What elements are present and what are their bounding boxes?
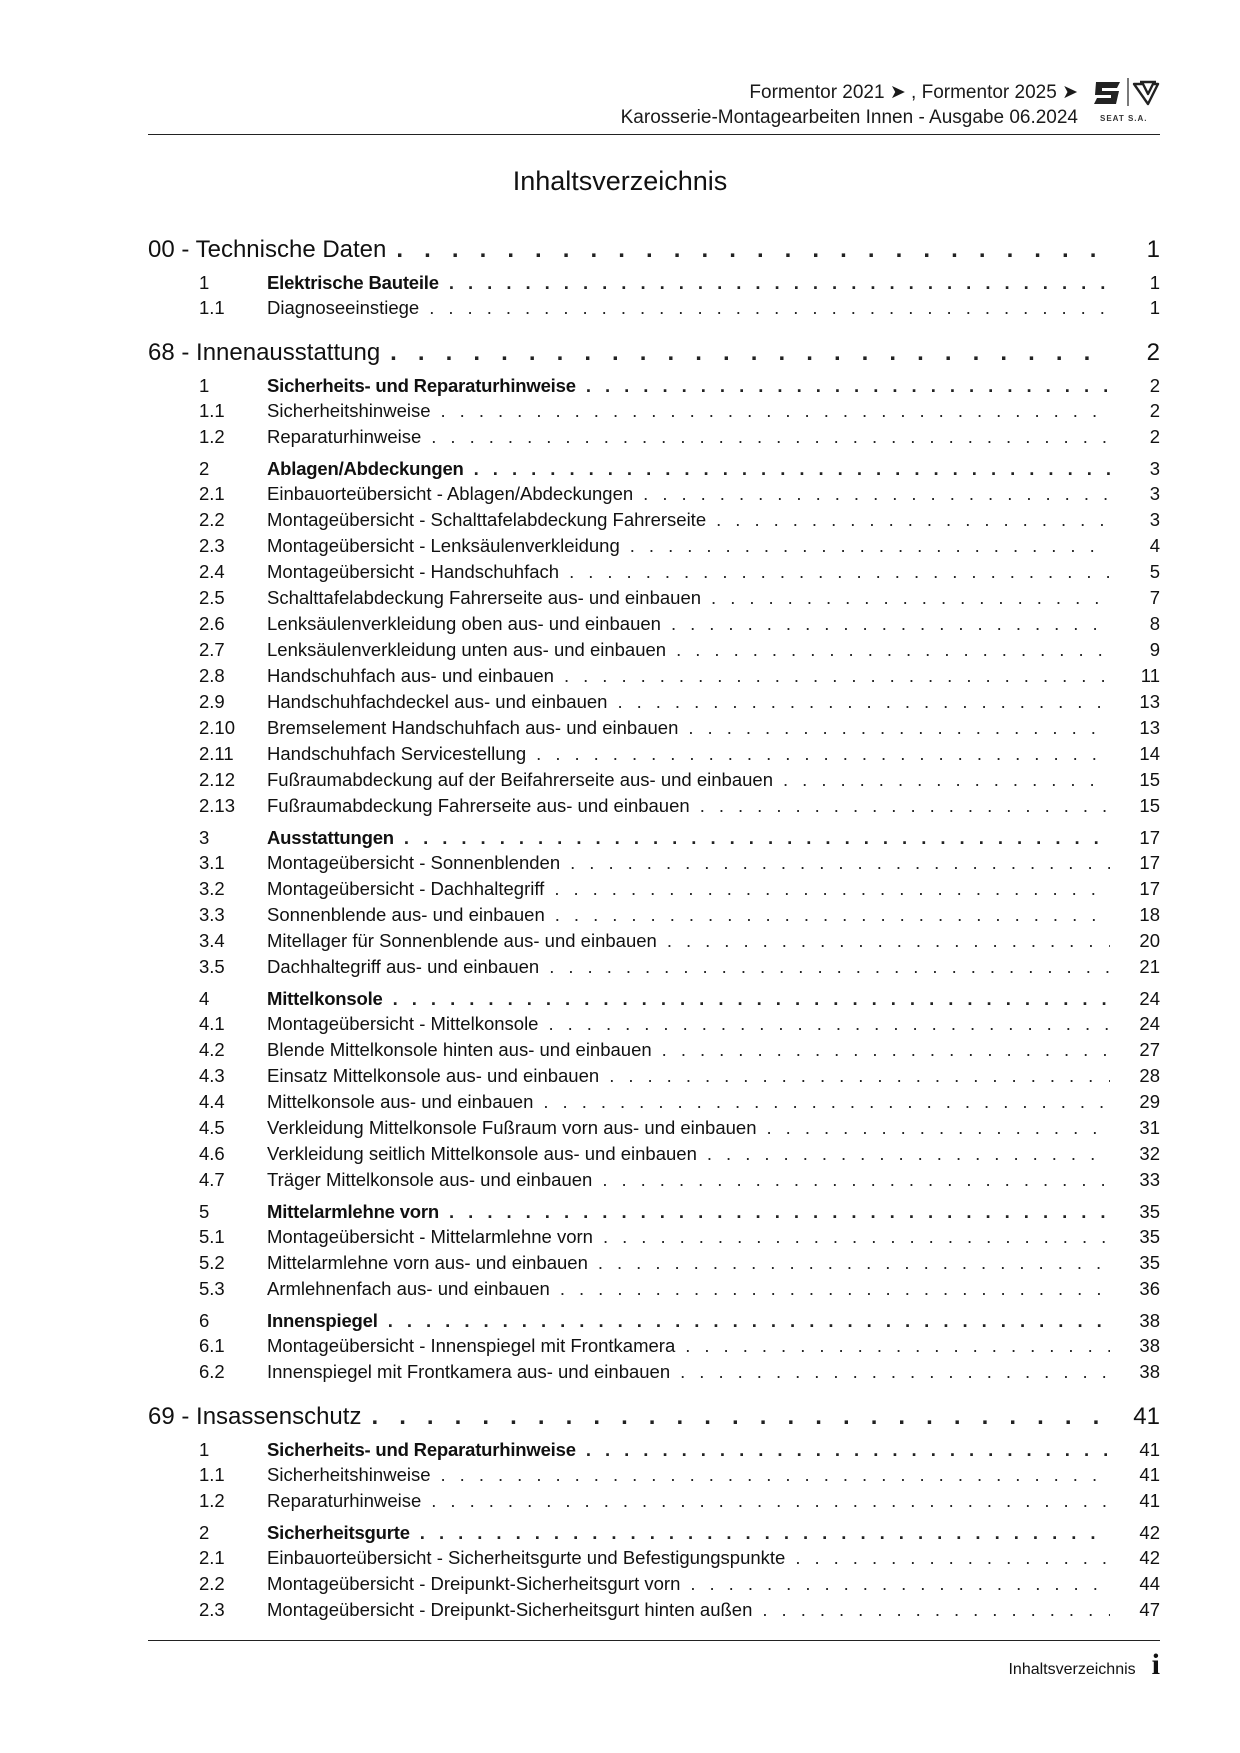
toc-subsection-number: 2.2 xyxy=(199,509,225,530)
toc-subsection[interactable] xyxy=(148,535,1160,561)
toc-subsection-title: Einbauorteübersicht - Sicherheitsgurte und Befestigungspunkte xyxy=(267,1547,786,1568)
toc-subsection[interactable] xyxy=(148,1361,1160,1387)
toc-subsection[interactable] xyxy=(148,1547,1160,1573)
toc-subsection-title: Handschuhfachdeckel aus- und einbauen xyxy=(267,691,608,712)
toc-subsection-number: 2.5 xyxy=(199,587,225,608)
toc-subsection-title: Träger Mittelkonsole aus- und einbauen xyxy=(267,1169,593,1190)
header-divider xyxy=(148,134,1160,135)
toc-subsection-number: 1.2 xyxy=(199,1490,225,1511)
toc-subsection[interactable] xyxy=(148,1599,1160,1625)
toc-leader xyxy=(543,1091,1110,1113)
toc-subsection-title: Reparaturhinweise xyxy=(267,1490,422,1511)
toc-subsection-title: Handschuhfach Servicestellung xyxy=(267,743,527,764)
toc-subsection[interactable] xyxy=(148,1169,1160,1195)
toc-leader xyxy=(680,1361,1110,1383)
toc-section-title: Ablagen/Abdeckungen xyxy=(267,458,464,479)
toc-page-number: 8 xyxy=(1149,613,1160,634)
toc-leader xyxy=(390,339,1110,367)
toc-subsection-title: Verkleidung Mittelkonsole Fußraum vorn aus- und einbauen xyxy=(267,1117,757,1138)
toc-section-number: 1 xyxy=(199,1439,210,1460)
toc-section[interactable] xyxy=(148,827,1160,852)
toc-page-number: 18 xyxy=(1139,904,1160,925)
toc-page-number: 38 xyxy=(1139,1361,1160,1382)
toc-subsection-number: 3.5 xyxy=(199,956,225,977)
toc-page-number: 36 xyxy=(1139,1278,1160,1299)
toc-subsection-number: 1.1 xyxy=(199,297,225,318)
toc-subsection-number: 3.1 xyxy=(199,852,225,873)
toc-page-number: 31 xyxy=(1139,1117,1160,1138)
toc-section[interactable] xyxy=(148,1201,1160,1226)
toc-leader xyxy=(586,1439,1110,1461)
toc-subsection-title: Reparaturhinweise xyxy=(267,426,422,447)
toc-leader xyxy=(560,1278,1110,1300)
toc-section-number: 6 xyxy=(199,1310,210,1331)
toc-subsection-number: 5.2 xyxy=(199,1252,225,1273)
toc-section-title: Mittelkonsole xyxy=(267,988,383,1009)
toc-section-title: Elektrische Bauteile xyxy=(267,272,439,293)
header-model-line: Formentor 2021 ➤ , Formentor 2025 ➤ xyxy=(749,82,1078,103)
toc-subsection-title: Montageübersicht - Sonnenblenden xyxy=(267,852,561,873)
toc-subsection-number: 2.13 xyxy=(199,795,236,816)
page-header xyxy=(148,74,1160,136)
toc-subsection-title: Mittelarmlehne vorn aus- und einbauen xyxy=(267,1252,588,1273)
toc-page-number: 35 xyxy=(1139,1201,1160,1222)
toc-subsection-number: 6.1 xyxy=(199,1335,225,1356)
toc-leader xyxy=(393,988,1110,1010)
toc-page-number: 21 xyxy=(1139,956,1160,977)
brand-caption: SEAT S.A. xyxy=(1100,114,1148,123)
toc-leader xyxy=(371,1403,1110,1431)
toc-subsection-title: Montageübersicht - Mittelarmlehne vorn xyxy=(267,1226,593,1247)
toc-page-number: 24 xyxy=(1139,1013,1160,1034)
toc-page-number: 4 xyxy=(1149,535,1160,556)
toc-subsection-number: 3.3 xyxy=(199,904,225,925)
toc-subsection-number: 3.4 xyxy=(199,930,225,951)
toc-page-number: 3 xyxy=(1149,458,1160,479)
toc-chapter[interactable] xyxy=(148,339,1160,369)
toc-leader xyxy=(474,458,1110,480)
toc-leader xyxy=(676,639,1110,661)
toc-subsection[interactable] xyxy=(148,878,1160,904)
seat-cupra-logo-icon xyxy=(1090,74,1160,130)
header-text xyxy=(621,80,1078,130)
toc-subsection-title: Lenksäulenverkleidung unten aus- und einbauen xyxy=(267,639,667,660)
toc-subsection-number: 2.1 xyxy=(199,483,225,504)
footer-page-number: i xyxy=(1151,1648,1160,1681)
toc-page-number: 41 xyxy=(1139,1439,1160,1460)
toc-subsection[interactable] xyxy=(148,795,1160,821)
toc-subsection[interactable] xyxy=(148,1013,1160,1039)
toc-subsection-title: Bremselement Handschuhfach aus- und einbauen xyxy=(267,717,679,738)
toc-subsection[interactable] xyxy=(148,1335,1160,1361)
toc-page-number: 2 xyxy=(1149,400,1160,421)
toc-page-number: 41 xyxy=(1133,1403,1160,1430)
footer-label: Inhaltsverzeichnis xyxy=(1008,1661,1136,1678)
toc-section-title: Sicherheits- und Reparaturhinweise xyxy=(267,375,576,396)
toc-subsection-title: Mittelkonsole aus- und einbauen xyxy=(267,1091,534,1112)
toc-subsection[interactable] xyxy=(148,1252,1160,1278)
toc-leader xyxy=(609,1065,1110,1087)
toc-subsection-number: 1.2 xyxy=(199,426,225,447)
toc-subsection-number: 1.1 xyxy=(199,1464,225,1485)
toc-subsection-number: 4.5 xyxy=(199,1117,225,1138)
toc-leader xyxy=(441,400,1110,422)
toc-subsection-number: 1.1 xyxy=(199,400,225,421)
toc-subsection-title: Mitellager für Sonnenblende aus- und einbauen xyxy=(267,930,657,951)
toc-subsection[interactable] xyxy=(148,613,1160,639)
toc-subsection[interactable] xyxy=(148,1039,1160,1065)
toc-leader xyxy=(549,956,1110,978)
table-of-contents xyxy=(148,236,1160,1625)
toc-leader xyxy=(762,1599,1110,1621)
toc-page-number: 2 xyxy=(1149,375,1160,396)
toc-page-number: 27 xyxy=(1139,1039,1160,1060)
toc-subsection-title: Handschuhfach aus- und einbauen xyxy=(267,665,554,686)
toc-chapter-title: 69 - Insassenschutz xyxy=(148,1403,362,1430)
toc-subsection-title: Innenspiegel mit Frontkamera aus- und einbauen xyxy=(267,1361,671,1382)
toc-leader xyxy=(569,561,1110,583)
toc-section-number: 1 xyxy=(199,375,210,396)
toc-page-number: 1 xyxy=(1149,297,1160,318)
toc-section[interactable] xyxy=(148,1439,1160,1464)
page-footer xyxy=(1008,1648,1160,1682)
toc-page-number: 44 xyxy=(1139,1573,1160,1594)
toc-leader xyxy=(586,375,1110,397)
toc-page-number: 17 xyxy=(1139,878,1160,899)
toc-section[interactable] xyxy=(148,1310,1160,1335)
toc-subsection[interactable] xyxy=(148,1117,1160,1143)
toc-subsection[interactable] xyxy=(148,691,1160,717)
toc-subsection-number: 5.1 xyxy=(199,1226,225,1247)
toc-subsection-number: 2.9 xyxy=(199,691,225,712)
toc-page-number: 42 xyxy=(1139,1522,1160,1543)
toc-subsection-title: Montageübersicht - Innenspiegel mit Frontkamera xyxy=(267,1335,676,1356)
toc-subsection-number: 2.3 xyxy=(199,1599,225,1620)
toc-subsection[interactable] xyxy=(148,1065,1160,1091)
toc-leader xyxy=(707,1143,1110,1165)
toc-subsection-title: Fußraumabdeckung Fahrerseite aus- und einbauen xyxy=(267,795,690,816)
toc-leader xyxy=(630,535,1110,557)
toc-page-number: 14 xyxy=(1139,743,1160,764)
toc-subsection[interactable] xyxy=(148,297,1160,323)
toc-leader xyxy=(688,717,1110,739)
header-subtitle-line: Karosserie-Montagearbeiten Innen - Ausgabe 06.2024 xyxy=(620,107,1078,128)
toc-subsection-number: 4.6 xyxy=(199,1143,225,1164)
toc-section[interactable] xyxy=(148,272,1160,297)
toc-subsection-title: Sicherheitshinweise xyxy=(267,400,431,421)
toc-subsection-title: Blende Mittelkonsole hinten aus- und einbauen xyxy=(267,1039,652,1060)
toc-page-number: 35 xyxy=(1139,1226,1160,1247)
toc-subsection-title: Einbauorteübersicht - Ablagen/Abdeckungen xyxy=(267,483,634,504)
toc-page-number: 2 xyxy=(1146,339,1160,366)
toc-page-number: 20 xyxy=(1139,930,1160,951)
toc-leader xyxy=(598,1252,1110,1274)
toc-leader xyxy=(554,878,1110,900)
toc-subsection-number: 2.8 xyxy=(199,665,225,686)
toc-page-number: 29 xyxy=(1139,1091,1160,1112)
toc-section[interactable] xyxy=(148,375,1160,400)
toc-subsection-title: Montageübersicht - Dreipunkt-Sicherheitsgurt hinten außen xyxy=(267,1599,753,1620)
toc-subsection-number: 2.2 xyxy=(199,1573,225,1594)
toc-leader xyxy=(388,1310,1110,1332)
toc-subsection-title: Einsatz Mittelkonsole aus- und einbauen xyxy=(267,1065,600,1086)
toc-leader xyxy=(570,852,1110,874)
toc-subsection-number: 5.3 xyxy=(199,1278,225,1299)
toc-subsection[interactable] xyxy=(148,665,1160,691)
toc-section[interactable] xyxy=(148,988,1160,1013)
toc-subsection[interactable] xyxy=(148,509,1160,535)
toc-subsection-title: Montageübersicht - Mittelkonsole xyxy=(267,1013,539,1034)
toc-section-title: Innenspiegel xyxy=(267,1310,378,1331)
toc-section-number: 1 xyxy=(199,272,210,293)
toc-page-number: 38 xyxy=(1139,1310,1160,1331)
toc-subsection[interactable] xyxy=(148,1278,1160,1304)
toc-subsection[interactable] xyxy=(148,904,1160,930)
toc-leader xyxy=(449,1201,1110,1223)
toc-chapter[interactable] xyxy=(148,236,1160,266)
toc-subsection[interactable] xyxy=(148,769,1160,795)
toc-subsection-number: 2.4 xyxy=(199,561,225,582)
toc-page-number: 7 xyxy=(1149,587,1160,608)
footer-divider xyxy=(148,1640,1160,1641)
toc-page-number: 3 xyxy=(1149,483,1160,504)
toc-subsection-number: 6.2 xyxy=(199,1361,225,1382)
toc-leader xyxy=(429,297,1110,319)
toc-subsection-title: Armlehnenfach aus- und einbauen xyxy=(267,1278,550,1299)
toc-page-number: 24 xyxy=(1139,988,1160,1009)
toc-subsection-number: 3.2 xyxy=(199,878,225,899)
toc-leader xyxy=(396,236,1110,264)
toc-leader xyxy=(420,1522,1110,1544)
toc-leader xyxy=(617,691,1110,713)
toc-subsection-title: Fußraumabdeckung auf der Beifahrerseite aus- und einbauen xyxy=(267,769,773,790)
toc-section-number: 4 xyxy=(199,988,210,1009)
toc-subsection[interactable] xyxy=(148,717,1160,743)
toc-subsection[interactable] xyxy=(148,852,1160,878)
toc-page-number: 38 xyxy=(1139,1335,1160,1356)
toc-subsection-title: Montageübersicht - Handschuhfach xyxy=(267,561,560,582)
toc-subsection-number: 2.6 xyxy=(199,613,225,634)
toc-leader xyxy=(690,1573,1110,1595)
toc-subsection-number: 4.1 xyxy=(199,1013,225,1034)
toc-page-number: 5 xyxy=(1149,561,1160,582)
toc-subsection-title: Sicherheitshinweise xyxy=(267,1464,431,1485)
toc-section[interactable] xyxy=(148,1522,1160,1547)
toc-subsection[interactable] xyxy=(148,930,1160,956)
toc-page-number: 15 xyxy=(1139,795,1160,816)
toc-subsection[interactable] xyxy=(148,956,1160,982)
toc-subsection-title: Dachhaltegriff aus- und einbauen xyxy=(267,956,540,977)
toc-leader xyxy=(555,904,1110,926)
toc-page-number: 17 xyxy=(1139,827,1160,848)
toc-subsection[interactable] xyxy=(148,1091,1160,1117)
toc-leader xyxy=(431,426,1110,448)
toc-subsection-title: Schalttafelabdeckung Fahrerseite aus- und einbauen xyxy=(267,587,702,608)
toc-page-number: 35 xyxy=(1139,1252,1160,1273)
toc-leader xyxy=(441,1464,1110,1486)
toc-page-number: 13 xyxy=(1139,717,1160,738)
toc-page-number: 9 xyxy=(1149,639,1160,660)
toc-subsection-number: 4.4 xyxy=(199,1091,225,1112)
toc-leader xyxy=(603,1226,1110,1248)
toc-section-title: Sicherheitsgurte xyxy=(267,1522,410,1543)
toc-leader xyxy=(548,1013,1110,1035)
toc-subsection[interactable] xyxy=(148,483,1160,509)
toc-page-number: 15 xyxy=(1139,769,1160,790)
toc-page-number: 33 xyxy=(1139,1169,1160,1190)
toc-page-number: 13 xyxy=(1139,691,1160,712)
toc-subsection-number: 2.7 xyxy=(199,639,225,660)
toc-subsection-number: 2.1 xyxy=(199,1547,225,1568)
toc-page-number: 11 xyxy=(1140,665,1160,686)
toc-subsection[interactable] xyxy=(148,639,1160,665)
toc-subsection-number: 2.11 xyxy=(199,743,234,764)
toc-leader xyxy=(602,1169,1110,1191)
toc-section[interactable] xyxy=(148,458,1160,483)
toc-page-number: 42 xyxy=(1139,1547,1160,1568)
toc-leader xyxy=(449,272,1110,294)
toc-leader xyxy=(667,930,1110,952)
toc-page-number: 28 xyxy=(1139,1065,1160,1086)
toc-page-number: 32 xyxy=(1139,1143,1160,1164)
toc-page-number: 17 xyxy=(1139,852,1160,873)
toc-subsection-number: 2.12 xyxy=(199,769,236,790)
toc-subsection-title: Montageübersicht - Lenksäulenverkleidung xyxy=(267,535,620,556)
toc-section-number: 2 xyxy=(199,1522,210,1543)
toc-chapter[interactable] xyxy=(148,1403,1160,1433)
toc-section-title: Sicherheits- und Reparaturhinweise xyxy=(267,1439,576,1460)
toc-leader xyxy=(564,665,1110,687)
toc-section-number: 3 xyxy=(199,827,210,848)
toc-leader xyxy=(795,1547,1110,1569)
toc-subsection-number: 4.7 xyxy=(199,1169,225,1190)
toc-section-number: 2 xyxy=(199,458,210,479)
toc-leader xyxy=(783,769,1110,791)
toc-leader xyxy=(716,509,1110,531)
toc-section-title: Ausstattungen xyxy=(267,827,394,848)
toc-leader xyxy=(767,1117,1110,1139)
toc-leader xyxy=(700,795,1110,817)
toc-subsection[interactable] xyxy=(148,1464,1160,1490)
toc-subsection-title: Diagnoseeinstiege xyxy=(267,297,420,318)
toc-subsection-title: Verkleidung seitlich Mittelkonsole aus- und einbauen xyxy=(267,1143,697,1164)
toc-subsection-title: Montageübersicht - Schalttafelabdeckung Fahrerseite xyxy=(267,509,707,530)
toc-subsection[interactable] xyxy=(148,1490,1160,1516)
toc-subsection-number: 2.3 xyxy=(199,535,225,556)
toc-subsection-title: Sonnenblende aus- und einbauen xyxy=(267,904,545,925)
toc-subsection-number: 2.10 xyxy=(199,717,236,738)
toc-leader xyxy=(431,1490,1110,1512)
toc-chapter-title: 00 - Technische Daten xyxy=(148,236,387,263)
toc-subsection[interactable] xyxy=(148,400,1160,426)
toc-leader xyxy=(404,827,1110,849)
toc-subsection[interactable] xyxy=(148,743,1160,769)
toc-leader xyxy=(643,483,1110,505)
toc-subsection[interactable] xyxy=(148,1573,1160,1599)
toc-subsection-number: 4.2 xyxy=(199,1039,225,1060)
toc-subsection[interactable] xyxy=(148,1226,1160,1252)
toc-subsection[interactable] xyxy=(148,587,1160,613)
toc-page-number: 3 xyxy=(1149,509,1160,530)
toc-subsection[interactable] xyxy=(148,561,1160,587)
page-title: Inhaltsverzeichnis xyxy=(512,166,728,196)
toc-leader xyxy=(711,587,1110,609)
toc-page-number: 2 xyxy=(1149,426,1160,447)
toc-section-number: 5 xyxy=(199,1201,210,1222)
toc-page-number: 1 xyxy=(1149,272,1160,293)
toc-leader xyxy=(685,1335,1110,1357)
toc-leader xyxy=(671,613,1110,635)
toc-subsection-number: 4.3 xyxy=(199,1065,225,1086)
toc-leader xyxy=(662,1039,1110,1061)
toc-page-number: 41 xyxy=(1139,1490,1160,1511)
toc-section-title: Mittelarmlehne vorn xyxy=(267,1201,439,1222)
toc-chapter-title: 68 - Innenausstattung xyxy=(148,339,381,366)
toc-page-number: 1 xyxy=(1146,236,1160,263)
toc-subsection-title: Lenksäulenverkleidung oben aus- und einbauen xyxy=(267,613,661,634)
toc-subsection-title: Montageübersicht - Dreipunkt-Sicherheitsgurt vorn xyxy=(267,1573,681,1594)
toc-subsection-title: Montageübersicht - Dachhaltegriff xyxy=(267,878,545,899)
toc-page-number: 47 xyxy=(1139,1599,1160,1620)
toc-subsection[interactable] xyxy=(148,1143,1160,1169)
toc-page-number: 41 xyxy=(1139,1464,1160,1485)
toc-leader xyxy=(536,743,1110,765)
toc-subsection[interactable] xyxy=(148,426,1160,452)
